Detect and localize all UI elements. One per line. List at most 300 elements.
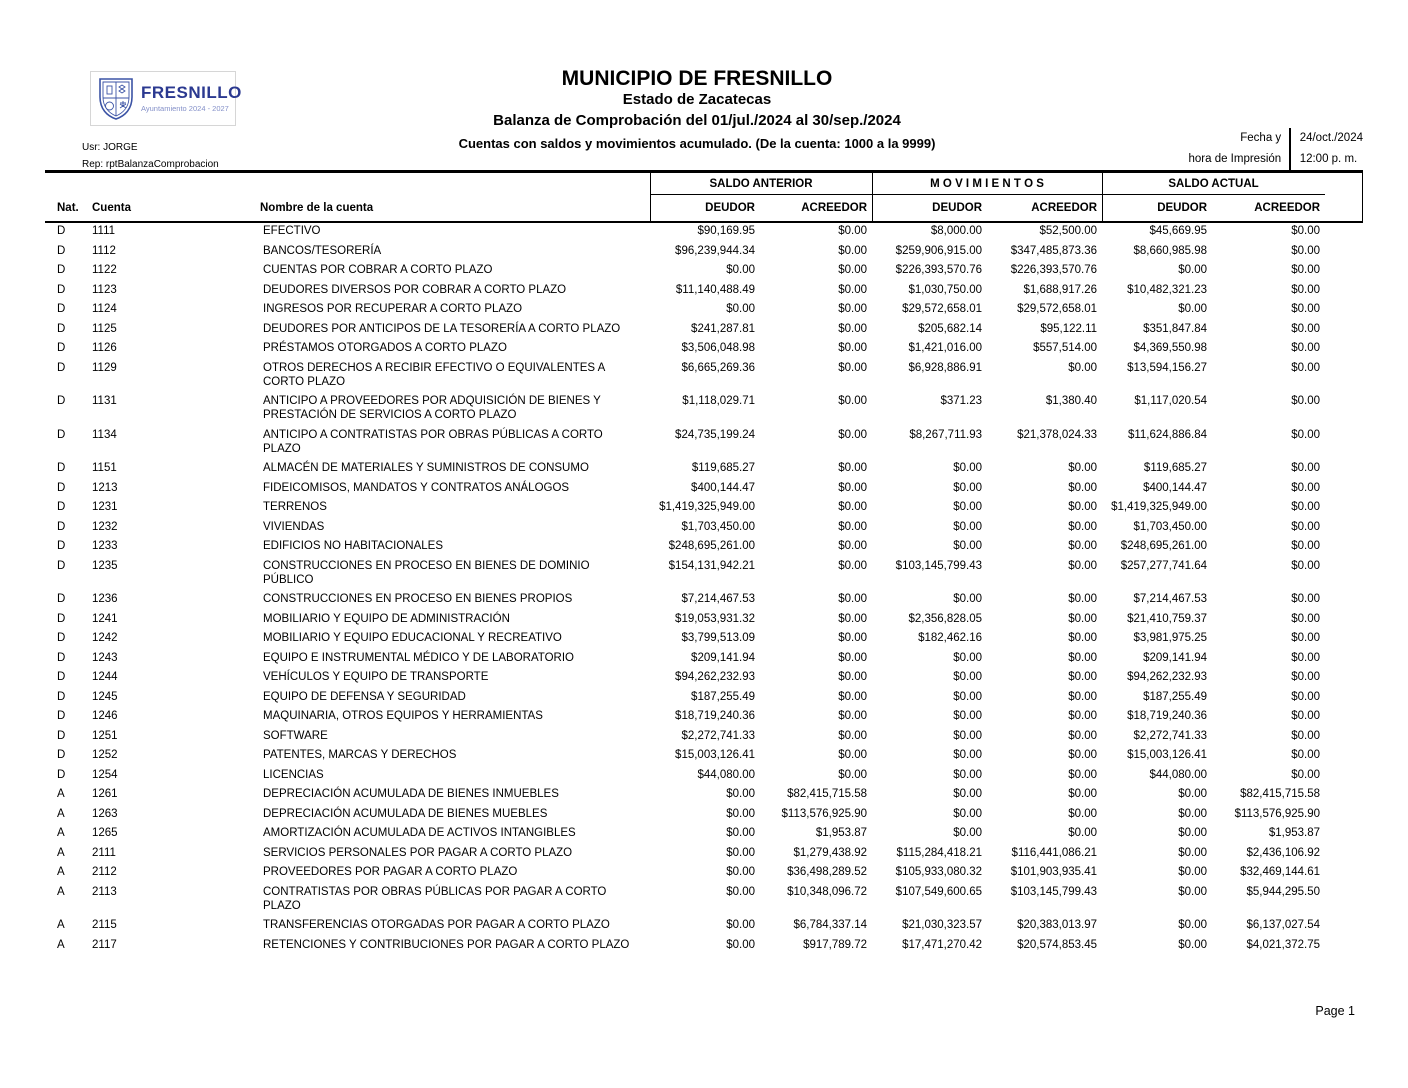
movimientos-deudor-cell: $6,928,886.91 [908,361,983,374]
saldo-actual-deudor-cell: $8,660,985.98 [1133,244,1208,257]
print-date-value: 24/oct./2024 [1299,132,1363,144]
saldo-anterior-deudor-cell: $248,695,261.00 [668,540,755,552]
saldo-actual-acreedor-cell: $0.00 [1291,225,1321,237]
movimientos-deudor-cell: $107,549,600.65 [895,885,983,898]
saldo-anterior-acreedor-cell: $0.00 [838,632,868,644]
cuenta-cell: 1112 [92,244,116,257]
movimientos-acreedor-cell: $29,572,658.01 [1017,303,1098,315]
saldo-actual-acreedor-cell: $32,469,144.61 [1240,866,1321,878]
saldo-actual-acreedor-cell: $0.00 [1291,481,1321,494]
saldo-anterior-acreedor-cell: $1,953.87 [815,827,868,839]
movimientos-acreedor-cell: $0.00 [1068,481,1098,494]
print-info-values [1291,128,1363,170]
saldo-actual-deudor-cell: $0.00 [1178,938,1208,951]
saldo-actual-deudor-cell: $21,410,759.37 [1127,612,1208,625]
saldo-actual-acreedor-cell: $0.00 [1291,729,1321,742]
nat-cell: D [57,225,66,237]
table-row [55,804,1325,824]
saldo-actual-acreedor-cell: $0.00 [1291,612,1321,625]
saldo-anterior-acreedor-cell: $0.00 [838,749,868,761]
title-block [0,66,1394,155]
cuenta-cell: 1241 [92,612,118,625]
saldo-actual-acreedor-cell: $0.00 [1291,342,1321,354]
saldo-anterior-acreedor-cell: $0.00 [838,651,868,664]
nat-cell: A [57,807,65,820]
nat-cell: D [57,651,66,664]
table-row [55,784,1325,804]
movimientos-deudor-cell: $0.00 [953,593,983,605]
nombre-cell: MOBILIARIO Y EQUIPO EDUCACIONAL Y RECREATIVO [263,632,562,644]
col-header-cuenta: Cuenta [92,201,131,214]
saldo-anterior-acreedor-cell: $0.00 [838,710,868,722]
saldo-anterior-acreedor-cell: $36,498,289.52 [787,866,868,878]
nombre-cell: ALMACÉN DE MATERIALES Y SUMINISTROS DE CONSUMO [263,462,589,474]
saldo-anterior-deudor-cell: $0.00 [726,846,755,859]
cuenta-cell: 1122 [92,264,117,276]
nombre-cell: VEHÍCULOS Y EQUIPO DE TRANSPORTE [263,671,489,683]
nat-cell: A [57,919,65,931]
saldo-actual-acreedor-cell: $0.00 [1291,710,1321,722]
movimientos-deudor-cell: $0.00 [953,540,983,552]
movimientos-acreedor-cell: $0.00 [1068,361,1098,374]
saldo-actual-deudor-cell: $15,003,126.41 [1127,749,1208,761]
movimientos-deudor-cell: $182,462.16 [918,632,983,644]
saldo-actual-acreedor-cell: $0.00 [1291,540,1321,552]
saldo-anterior-deudor-cell: $3,506,048.98 [681,342,755,354]
saldo-actual-deudor-cell: $187,255.49 [1143,690,1208,703]
saldo-actual-deudor-cell: $248,695,261.00 [1120,540,1208,552]
saldo-actual-acreedor-cell: $0.00 [1291,632,1321,644]
cuenta-cell: 2117 [92,938,117,951]
nombre-cell: MOBILIARIO Y EQUIPO DE ADMINISTRACIÓN [263,612,510,625]
nat-cell: D [57,283,66,296]
movimientos-acreedor-cell: $20,383,013.97 [1017,919,1098,931]
movimientos-acreedor-cell: $1,380.40 [1045,395,1098,407]
saldo-actual-deudor-cell: $0.00 [1178,303,1208,315]
table-row [55,391,1325,425]
table-row [55,648,1325,668]
nat-cell: D [57,428,66,441]
nat-cell: D [57,462,66,474]
state-subtitle: Estado de Zacatecas [622,91,772,108]
saldo-anterior-acreedor-cell: $1,279,438.92 [793,846,868,859]
movimientos-deudor-cell: $205,682.14 [918,322,983,335]
nombre-cell: PRÉSTAMOS OTORGADOS A CORTO PLAZO [263,342,507,354]
saldo-anterior-deudor-cell: $7,214,467.53 [681,593,755,605]
nat-cell: D [57,671,66,683]
col-header-mov-acreedor: ACREEDOR [1031,202,1098,214]
saldo-actual-deudor-cell: $0.00 [1178,919,1208,931]
saldo-actual-deudor-cell: $4,369,550.98 [1133,342,1208,354]
nat-cell: D [57,520,66,533]
saldo-anterior-deudor-cell: $1,703,450.00 [681,520,755,533]
saldo-actual-deudor-cell: $209,141.94 [1143,651,1208,664]
col-header-act-deudor: DEUDOR [1157,202,1208,214]
cuenta-cell: 1151 [92,462,117,474]
saldo-actual-deudor-cell: $400,144.47 [1143,481,1208,494]
movimientos-deudor-cell: $8,000.00 [930,225,983,237]
user-label: Usr: JORGE [82,142,138,153]
saldo-actual-acreedor-cell: $113,576,925.90 [1234,807,1321,820]
nat-cell: D [57,690,66,703]
col-header-sa-deudor: DEUDOR [705,202,755,214]
nat-cell: A [57,788,65,800]
movimientos-deudor-cell: $21,030,323.57 [902,919,983,931]
saldo-anterior-acreedor-cell: $0.00 [838,671,868,683]
nombre-cell: RETENCIONES Y CONTRIBUCIONES POR PAGAR A CORTO PLAZO [263,938,630,951]
saldo-anterior-deudor-cell: $96,239,944.34 [675,244,755,257]
movimientos-deudor-cell: $17,471,270.42 [902,938,983,951]
movimientos-deudor-cell: $0.00 [953,520,983,533]
saldo-actual-acreedor-cell: $0.00 [1291,462,1321,474]
saldo-actual-deudor-cell: $0.00 [1178,846,1208,859]
table-row [55,536,1325,556]
saldo-actual-acreedor-cell: $0.00 [1291,395,1321,407]
movimientos-acreedor-cell: $0.00 [1068,559,1098,572]
saldo-actual-acreedor-cell: $0.00 [1291,768,1321,781]
table-row [55,241,1325,261]
saldo-anterior-deudor-cell: $209,141.94 [691,651,755,664]
saldo-anterior-acreedor-cell: $0.00 [838,283,868,296]
saldo-actual-acreedor-cell: $0.00 [1291,501,1321,513]
group-header-movimientos: M O V I M I E N T O S [872,174,1102,195]
saldo-anterior-acreedor-cell: $0.00 [838,690,868,703]
movimientos-acreedor-cell: $0.00 [1068,729,1098,742]
cuenta-cell: 1131 [92,395,117,407]
saldo-anterior-acreedor-cell: $0.00 [838,361,868,374]
nombre-cell: DEPRECIACIÓN ACUMULADA DE BIENES MUEBLES [263,807,548,820]
saldo-actual-deudor-cell: $18,719,240.36 [1127,710,1208,722]
saldo-actual-acreedor-cell: $0.00 [1291,671,1321,683]
saldo-anterior-deudor-cell: $0.00 [726,303,755,315]
col-header-mov-deudor: DEUDOR [932,202,983,214]
table-row [55,915,1325,935]
top-rule [45,170,1363,173]
cuenta-cell: 2113 [92,885,117,898]
nombre-cell: TERRENOS [263,501,327,513]
cuenta-cell: 1242 [92,632,118,644]
saldo-actual-deudor-cell: $94,262,232.93 [1127,671,1208,683]
saldo-anterior-deudor-cell: $44,080.00 [697,768,755,781]
saldo-actual-acreedor-cell: $0.00 [1291,303,1321,315]
cuenta-cell: 2111 [92,846,116,859]
movimientos-acreedor-cell: $0.00 [1068,671,1098,683]
movimientos-deudor-cell: $0.00 [953,710,983,722]
movimientos-acreedor-cell: $116,441,086.21 [1011,846,1098,859]
saldo-anterior-acreedor-cell: $0.00 [838,225,868,237]
movimientos-acreedor-cell: $103,145,799.43 [1010,885,1098,898]
table-row [55,667,1325,687]
balance-table-body [55,221,1325,954]
cuenta-cell: 1254 [92,768,118,781]
saldo-actual-deudor-cell: $0.00 [1178,807,1208,820]
saldo-actual-deudor-cell: $11,624,886.84 [1127,428,1208,441]
cuenta-cell: 1126 [92,342,117,354]
saldo-anterior-acreedor-cell: $82,415,715.58 [787,788,868,800]
movimientos-deudor-cell: $0.00 [953,768,983,781]
saldo-anterior-deudor-cell: $1,118,029.71 [682,395,755,407]
nat-cell: A [57,885,65,898]
saldo-anterior-acreedor-cell: $917,789.72 [803,938,868,951]
balance-table [55,174,1325,954]
col-header-nombre: Nombre de la cuenta [260,201,374,214]
saldo-actual-deudor-cell: $0.00 [1178,788,1208,800]
saldo-actual-deudor-cell: $119,685.27 [1143,462,1208,474]
nat-cell: A [57,866,65,878]
nombre-cell: PROVEEDORES POR PAGAR A CORTO PLAZO [263,866,518,878]
saldo-anterior-acreedor-cell: $6,784,337.14 [793,919,868,931]
saldo-anterior-acreedor-cell: $0.00 [838,540,868,552]
saldo-actual-acreedor-cell: $0.00 [1291,690,1321,703]
movimientos-acreedor-cell: $0.00 [1068,788,1098,800]
nombre-cell: CONSTRUCCIONES EN PROCESO EN BIENES PROPIOS [263,593,573,605]
saldo-anterior-deudor-cell: $1,419,325,949.00 [659,501,755,513]
nat-cell: D [57,749,66,761]
nat-cell: D [57,501,66,513]
movimientos-acreedor-cell: $0.00 [1068,690,1098,703]
saldo-actual-deudor-cell: $1,703,450.00 [1133,520,1208,533]
movimientos-acreedor-cell: $101,903,935.41 [1010,866,1098,878]
movimientos-acreedor-cell: $0.00 [1068,462,1098,474]
table-row [55,726,1325,746]
table-row [55,517,1325,537]
table-row [55,338,1325,358]
movimientos-deudor-cell: $0.00 [953,729,983,742]
movimientos-deudor-cell: $0.00 [953,651,983,664]
movimientos-acreedor-cell: $0.00 [1068,749,1098,761]
saldo-anterior-deudor-cell: $15,003,126.41 [675,749,755,761]
table-row [55,862,1325,882]
saldo-anterior-deudor-cell: $0.00 [726,919,755,931]
print-time-label: hora de Impresión [1188,153,1282,165]
cuenta-cell: 2112 [92,866,117,878]
nat-cell: D [57,593,66,605]
saldo-anterior-deudor-cell: $154,131,942.21 [668,559,755,572]
movimientos-acreedor-cell: $0.00 [1068,710,1098,722]
movimientos-deudor-cell: $0.00 [953,690,983,703]
report-scope: Cuentas con saldos y movimientos acumulado. (De la cuenta: 1000 a la 9999) [458,136,936,151]
saldo-actual-acreedor-cell: $0.00 [1291,361,1321,374]
saldo-anterior-deudor-cell: $241,287.81 [691,322,755,335]
saldo-anterior-deudor-cell: $90,169.95 [697,225,755,237]
table-row [55,628,1325,648]
nombre-cell: CONSTRUCCIONES EN PROCESO EN BIENES DE DOMINIO PÚBLICO [263,559,590,586]
nat-cell: D [57,244,66,257]
movimientos-acreedor-cell: $95,122.11 [1040,322,1098,335]
saldo-anterior-acreedor-cell: $10,348,096.72 [787,885,868,898]
logo-title: FRESNILLO [141,83,242,102]
saldo-actual-deudor-cell: $44,080.00 [1149,768,1208,781]
movimientos-deudor-cell: $259,906,915.00 [895,244,983,257]
saldo-actual-deudor-cell: $3,981,975.25 [1133,632,1208,644]
saldo-actual-acreedor-cell: $4,021,372.75 [1246,938,1321,951]
movimientos-acreedor-cell: $0.00 [1068,632,1098,644]
cuenta-cell: 1124 [92,303,117,315]
nombre-cell: PATENTES, MARCAS Y DERECHOS [263,749,457,761]
saldo-anterior-acreedor-cell: $0.00 [838,729,868,742]
report-id-label: Rep: rptBalanzaComprobacion [82,159,219,170]
saldo-anterior-deudor-cell: $19,053,931.32 [675,612,755,625]
movimientos-deudor-cell: $0.00 [953,501,983,513]
nat-cell: D [57,710,66,722]
table-row [55,319,1325,339]
table-row [55,260,1325,280]
column-divider [1362,173,1363,221]
cuenta-cell: 1246 [92,710,118,722]
table-row [55,589,1325,609]
nat-cell: D [57,481,66,494]
table-row [55,280,1325,300]
nombre-cell: EQUIPO E INSTRUMENTAL MÉDICO Y DE LABORATORIO [263,651,574,664]
print-info-labels [1188,128,1289,170]
saldo-actual-deudor-cell: $0.00 [1178,264,1208,276]
movimientos-deudor-cell: $0.00 [953,788,983,800]
nombre-cell: LICENCIAS [263,768,324,781]
movimientos-deudor-cell: $0.00 [953,671,983,683]
cuenta-cell: 1251 [92,729,118,742]
movimientos-deudor-cell: $226,393,570.76 [895,264,983,276]
cuenta-cell: 1125 [92,322,117,335]
movimientos-deudor-cell: $8,267,711.93 [909,428,983,441]
table-row [55,843,1325,863]
nombre-cell: SERVICIOS PERSONALES POR PAGAR A CORTO PLAZO [263,846,573,859]
nombre-cell: MAQUINARIA, OTROS EQUIPOS Y HERRAMIENTAS [263,710,543,722]
nat-cell: D [57,395,66,407]
cuenta-cell: 1233 [92,540,118,552]
saldo-actual-deudor-cell: $351,847.84 [1143,322,1208,335]
group-header-saldo-anterior: SALDO ANTERIOR [650,174,872,195]
movimientos-acreedor-cell: $0.00 [1068,651,1098,664]
nat-cell: A [57,846,65,859]
group-header-saldo-actual: SALDO ACTUAL [1102,174,1325,195]
group-header-spacer [55,174,650,195]
nombre-cell: VIVIENDAS [263,520,325,533]
saldo-anterior-acreedor-cell: $0.00 [838,428,868,441]
table-row [55,478,1325,498]
saldo-actual-deudor-cell: $257,277,741.64 [1120,559,1208,572]
saldo-anterior-deudor-cell: $18,719,240.36 [675,710,755,722]
column-header-row [55,195,1325,222]
saldo-anterior-acreedor-cell: $0.00 [838,342,868,354]
saldo-anterior-deudor-cell: $0.00 [726,788,755,800]
saldo-actual-deudor-cell: $13,594,156.27 [1127,361,1208,374]
saldo-anterior-acreedor-cell: $0.00 [838,303,868,315]
saldo-anterior-acreedor-cell: $0.00 [838,395,868,407]
group-header-row [55,174,1325,195]
nombre-cell: DEUDORES DIVERSOS POR COBRAR A CORTO PLAZO [263,283,567,296]
movimientos-acreedor-cell: $1,688,917.26 [1023,283,1098,296]
nat-cell: D [57,612,66,625]
saldo-actual-acreedor-cell: $2,436,106.92 [1246,846,1321,859]
saldo-actual-acreedor-cell: $82,415,715.58 [1240,788,1321,800]
saldo-anterior-acreedor-cell: $0.00 [838,612,868,625]
movimientos-deudor-cell: $105,933,080.32 [895,866,983,878]
print-date-label: Fecha y [1240,132,1282,144]
movimientos-acreedor-cell: $0.00 [1068,807,1098,820]
nat-cell: D [57,768,66,781]
nombre-cell: OTROS DERECHOS A RECIBIR EFECTIVO O EQUIVALENTES A CORTO PLAZO [263,361,605,388]
nombre-cell: CONTRATISTAS POR OBRAS PÚBLICAS POR PAGAR A CORTO PLAZO [263,885,607,912]
saldo-actual-acreedor-cell: $1,953.87 [1268,827,1321,839]
movimientos-acreedor-cell: $226,393,570.76 [1010,264,1098,276]
nat-cell: D [57,342,66,354]
col-header-sa-acreedor: ACREEDOR [801,202,868,214]
saldo-actual-acreedor-cell: $5,944,295.50 [1246,885,1321,898]
saldo-anterior-deudor-cell: $0.00 [726,866,755,878]
page-title: MUNICIPIO DE FRESNILLO [561,67,833,90]
saldo-actual-deudor-cell: $45,669.95 [1149,225,1208,237]
cuenta-cell: 1236 [92,593,118,605]
movimientos-deudor-cell: $1,030,750.00 [908,283,983,296]
table-row [55,882,1325,916]
saldo-actual-deudor-cell: $1,419,325,949.00 [1111,501,1208,513]
movimientos-deudor-cell: $371.23 [940,395,983,407]
saldo-anterior-deudor-cell: $3,799,513.09 [681,632,755,644]
saldo-actual-acreedor-cell: $0.00 [1291,651,1321,664]
cuenta-cell: 1235 [92,559,118,572]
movimientos-deudor-cell: $0.00 [953,807,983,820]
page-number: Page 1 [1315,1004,1355,1018]
saldo-anterior-acreedor-cell: $0.00 [838,481,868,494]
nombre-cell: ANTICIPO A PROVEEDORES POR ADQUISICIÓN DE BIENES Y PRESTACIÓN DE SERVICIOS A CORTO PLAZO [263,395,601,421]
table-row [55,556,1325,590]
nombre-cell: TRANSFERENCIAS OTORGADAS POR PAGAR A CORTO PLAZO [263,919,610,931]
saldo-actual-acreedor-cell: $0.00 [1291,520,1321,533]
saldo-anterior-deudor-cell: $6,665,269.36 [681,361,755,374]
saldo-actual-deudor-cell: $7,214,467.53 [1133,593,1208,605]
cuenta-cell: 1265 [92,827,118,839]
saldo-actual-deudor-cell: $2,272,741.33 [1133,729,1208,742]
saldo-anterior-acreedor-cell: $0.00 [838,520,868,533]
table-row [55,358,1325,392]
movimientos-acreedor-cell: $20,574,853.45 [1017,938,1098,951]
cuenta-cell: 1232 [92,520,118,533]
movimientos-acreedor-cell: $347,485,873.36 [1010,244,1098,257]
cuenta-cell: 1231 [92,501,118,513]
movimientos-deudor-cell: $0.00 [953,749,983,761]
saldo-anterior-acreedor-cell: $0.00 [838,322,868,335]
movimientos-acreedor-cell: $0.00 [1068,501,1098,513]
nombre-cell: BANCOS/TESORERÍA [263,244,382,257]
nat-cell: A [57,827,65,839]
movimientos-deudor-cell: $103,145,799.43 [895,559,983,572]
logo-subtitle: Ayuntamiento 2024 - 2027 [141,104,229,113]
saldo-anterior-acreedor-cell: $0.00 [838,593,868,605]
cuenta-cell: 1129 [92,361,117,374]
saldo-anterior-deudor-cell: $0.00 [726,938,755,951]
cuenta-cell: 1123 [92,283,117,296]
movimientos-acreedor-cell: $0.00 [1068,593,1098,605]
saldo-anterior-deudor-cell: $11,140,488.49 [675,283,755,296]
movimientos-acreedor-cell: $0.00 [1068,540,1098,552]
nombre-cell: DEPRECIACIÓN ACUMULADA DE BIENES INMUEBLES [263,788,559,800]
col-header-act-acreedor: ACREEDOR [1254,202,1321,214]
saldo-actual-acreedor-cell: $0.00 [1291,559,1321,572]
nat-cell: D [57,361,66,374]
nat-cell: D [57,322,66,335]
cuenta-cell: 1252 [92,749,118,761]
table-row [55,706,1325,726]
saldo-anterior-acreedor-cell: $0.00 [838,462,868,474]
nombre-cell: EFECTIVO [263,225,321,237]
table-row [55,299,1325,319]
report-title: Balanza de Comprobación del 01/jul./2024 al 30/sep./2024 [493,112,901,129]
nombre-cell: AMORTIZACIÓN ACUMULADA DE ACTIVOS INTANGIBLES [263,827,576,839]
saldo-actual-acreedor-cell: $0.00 [1291,283,1321,296]
movimientos-acreedor-cell: $52,500.00 [1039,225,1098,237]
movimientos-deudor-cell: $0.00 [953,827,983,839]
table-row [55,765,1325,785]
